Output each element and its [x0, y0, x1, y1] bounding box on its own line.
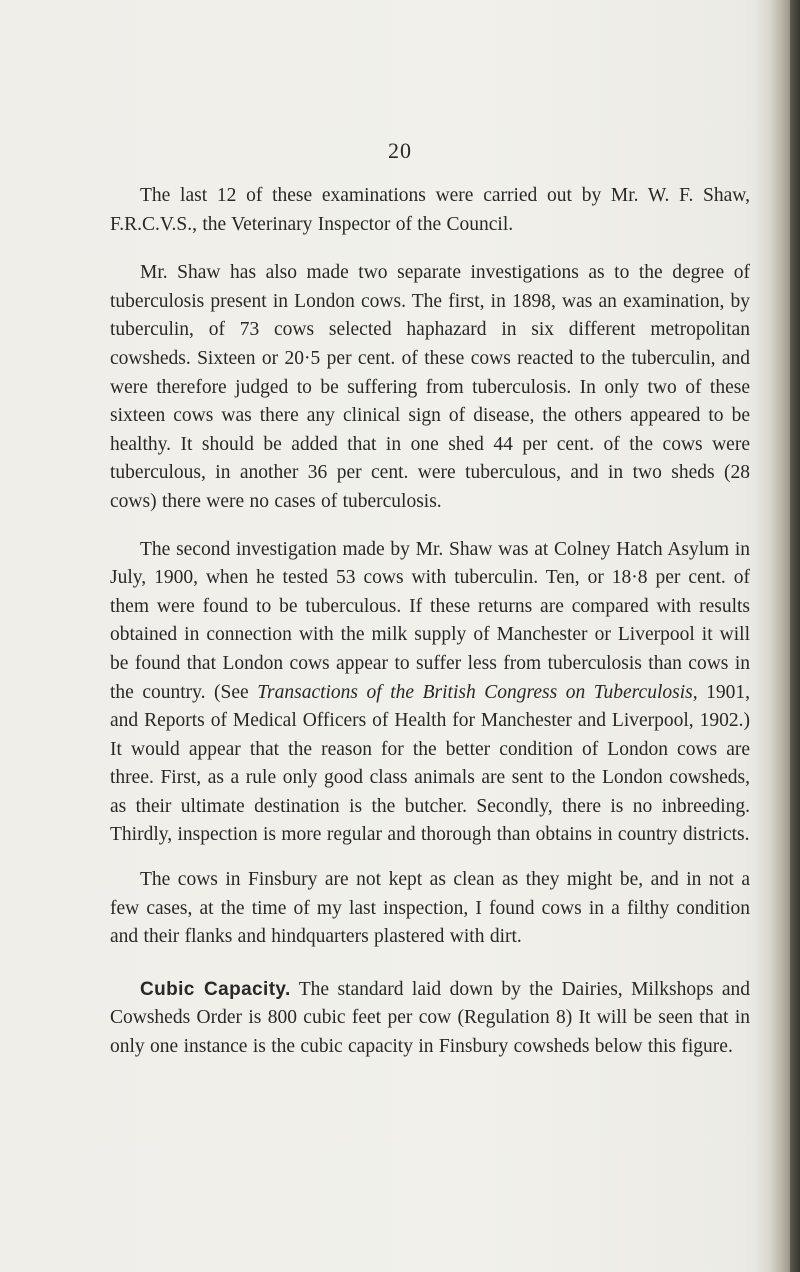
paragraph-second-investigation-text-b: 1901, and Reports of Medical Officers of Health for Manchester and Liverpool, 1902.) It would appear that the reason for the better condition of London cows are three. First, as a rule only good class animals are sent to the London cowsheds, as their ultimate destination is the butcher. Secondly, there is no inbreeding. Thirdly, inspection is more regular and thorough than obtains in country districts. [110, 681, 750, 846]
paragraph-cubic-capacity [110, 976, 750, 1062]
paragraph-examinations: The last 12 of these examinations were carried out by Mr. W. F. Shaw, F.R.C.V.S., the Veterinary Inspector of the Council. [110, 185, 750, 235]
page-binding-shadow [790, 0, 800, 1272]
paragraph-first-investigation: Mr. Shaw has also made two separate investigations as to the degree of tuberculosis present in London cows. The first, in 1898, was an examination, by tuberculin, of 73 cows selected haphazard in six different metropolitan cowsheds. Sixteen or 20·5 per cent. of these cows reacted to the tuberculin, and were therefore judged to be suffering from tuberculosis. In only two of these sixteen cows was there any clinical sign of disease, the others appeared to be healthy. It should be added that in one shed 44 per cent. of the cows were tuberculous, in another 36 per cent. were tuberculous, and in two sheds (28 cows) there were no cases of tuberculosis. [110, 262, 750, 512]
paragraph-second-investigation-text-a: The second investigation made by Mr. Shaw was at Colney Hatch Asylum in July, 1900, when he tested 53 cows with tuberculin. Ten, or 18·8 per cent. of them were found to be tuberculous. If these returns are compared with results obtained in connection with the milk supply of Manchester or Liverpool it will be found that London cows appear to suffer less from tuberculosis than cows in the country. (See [110, 538, 750, 703]
page-number: 20 [388, 138, 412, 163]
body-text [110, 182, 750, 1062]
paragraph-cubic-capacity-text: The standard laid down by the Dairies, Milkshops and Cowsheds Order is 800 cubic feet per cow (Regulation 8) It will be seen that in only one instance is the cubic capacity in Finsbury cowsheds below this figure. [110, 978, 750, 1058]
journal-title: Transactions of the British Congress on Tuberculosis, [257, 681, 698, 703]
section-heading-cubic-capacity: Cubic Capacity. [140, 978, 291, 1000]
paragraph-second-investigation [110, 536, 750, 851]
paragraph-finsbury-cows: The cows in Finsbury are not kept as clean as they might be, and in not a few cases, at the time of my last inspection, I found cows in a filthy condition and their flanks and hindquarters plastered with dirt. [110, 869, 750, 948]
